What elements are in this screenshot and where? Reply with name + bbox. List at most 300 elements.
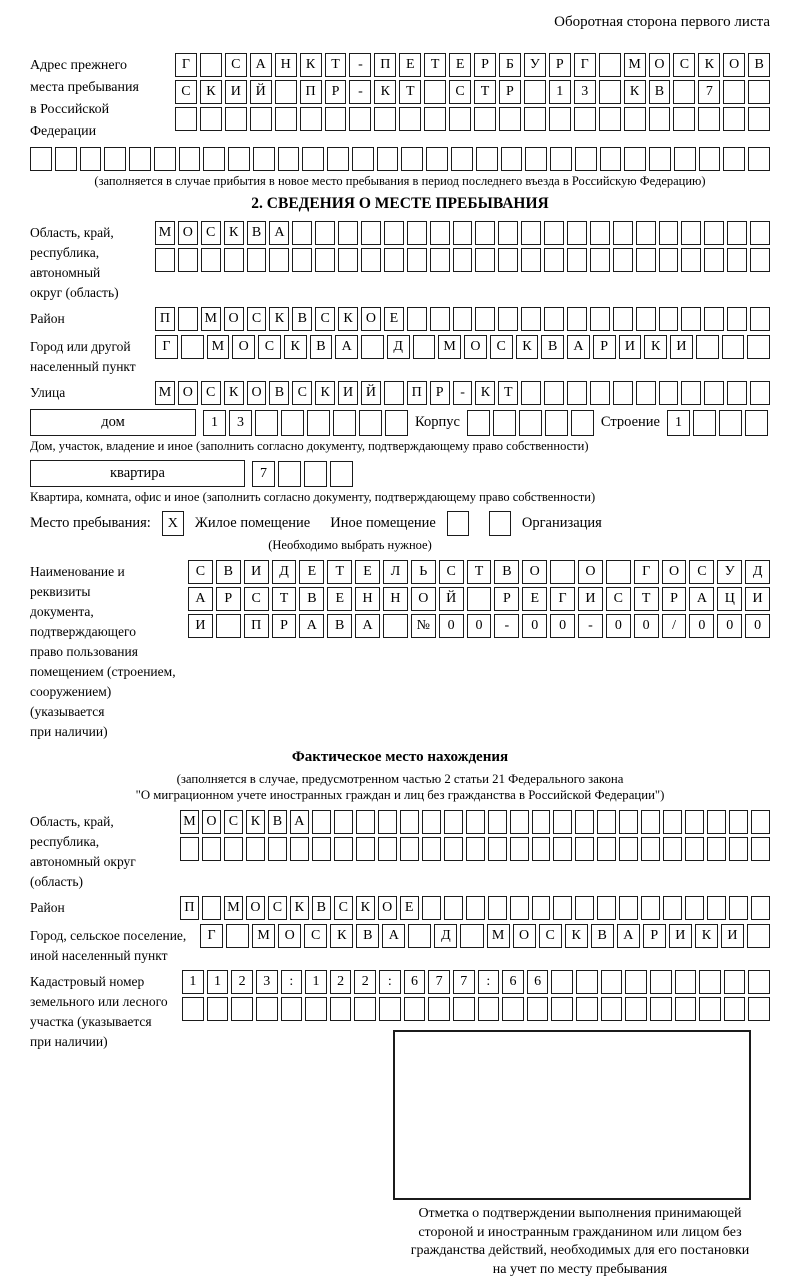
- char-box: [488, 810, 507, 834]
- char-box: К: [338, 307, 358, 331]
- char-box: [624, 107, 646, 131]
- mesto-note: (Необходимо выбрать нужное): [268, 538, 432, 552]
- char-box: С: [258, 335, 281, 359]
- char-box: [80, 147, 102, 171]
- char-box: С: [490, 335, 513, 359]
- char-box: [675, 970, 697, 994]
- char-box: [659, 307, 679, 331]
- char-box: [247, 248, 267, 272]
- char-box: 3: [229, 410, 252, 436]
- char-box: [422, 896, 441, 920]
- char-box: [407, 307, 427, 331]
- char-box: [333, 410, 356, 436]
- char-box: [751, 896, 770, 920]
- char-box: [625, 997, 647, 1021]
- char-box: [636, 381, 656, 405]
- char-box: О: [464, 335, 487, 359]
- fact-title: Фактическое место нахождения: [291, 749, 509, 765]
- char-box: :: [379, 970, 401, 994]
- char-box: С: [225, 53, 247, 77]
- char-box: И: [745, 587, 770, 611]
- char-box: В: [268, 810, 287, 834]
- char-box: [377, 147, 399, 171]
- char-box: [55, 147, 77, 171]
- char-box: [488, 896, 507, 920]
- char-box: Й: [250, 80, 272, 104]
- char-box: [729, 837, 748, 861]
- kadastr-row-2: [182, 997, 770, 1021]
- char-box: Г: [155, 335, 178, 359]
- char-box: 1: [207, 970, 229, 994]
- char-box: А: [355, 614, 380, 638]
- char-box: [203, 147, 225, 171]
- char-box: Е: [449, 53, 471, 77]
- char-box: И: [188, 614, 213, 638]
- mesto-option-org: [489, 511, 602, 536]
- char-box: [475, 221, 495, 245]
- char-box: [685, 896, 704, 920]
- char-box: [751, 810, 770, 834]
- char-box: М: [487, 924, 510, 948]
- char-box: /: [662, 614, 687, 638]
- char-box: [600, 147, 622, 171]
- dom-number-cells: [203, 410, 408, 436]
- char-box: [699, 997, 721, 1021]
- char-box: А: [290, 810, 309, 834]
- char-box: О: [723, 53, 745, 77]
- char-box: [384, 381, 404, 405]
- char-box: [281, 410, 304, 436]
- char-box: [532, 837, 551, 861]
- char-box: А: [299, 614, 324, 638]
- char-box: [707, 896, 726, 920]
- char-box: [597, 810, 616, 834]
- char-box: [675, 997, 697, 1021]
- char-box: М: [624, 53, 646, 77]
- char-box: [226, 924, 249, 948]
- char-box: Р: [325, 80, 347, 104]
- char-box: [430, 248, 450, 272]
- char-box: [175, 107, 197, 131]
- fact-raion-row: [180, 896, 770, 920]
- char-box: [408, 924, 431, 948]
- char-box: [330, 461, 353, 487]
- char-box: [641, 896, 660, 920]
- char-box: [501, 147, 523, 171]
- char-box: 7: [453, 970, 475, 994]
- char-box: 1: [667, 410, 690, 436]
- char-box: [460, 924, 483, 948]
- char-box: К: [565, 924, 588, 948]
- char-box: С: [449, 80, 471, 104]
- char-box: В: [748, 53, 770, 77]
- char-box: 0: [745, 614, 770, 638]
- char-box: [178, 248, 198, 272]
- char-box: [224, 248, 244, 272]
- char-box: К: [644, 335, 667, 359]
- document-row-3: [188, 614, 770, 638]
- char-box: А: [269, 221, 289, 245]
- char-box: С: [689, 560, 714, 584]
- char-box: К: [475, 381, 495, 405]
- char-box: [428, 997, 450, 1021]
- char-box: [636, 307, 656, 331]
- fact-oblast-row-1: [180, 810, 770, 834]
- char-box: Р: [549, 53, 571, 77]
- dom-note: Дом, участок, владение и иное (заполнить согласно документу, подтверждающему право собственности): [30, 439, 589, 453]
- char-box: [681, 221, 701, 245]
- char-box: [228, 147, 250, 171]
- char-box: С: [334, 896, 353, 920]
- char-box: [430, 307, 450, 331]
- char-box: [359, 410, 382, 436]
- char-box: [453, 221, 473, 245]
- char-box: Е: [400, 896, 419, 920]
- char-box: [467, 410, 490, 436]
- fact-gorod-field: [30, 924, 770, 966]
- char-box: Р: [593, 335, 616, 359]
- char-box: №: [411, 614, 436, 638]
- char-box: [201, 248, 221, 272]
- char-box: В: [310, 335, 333, 359]
- char-box: К: [516, 335, 539, 359]
- char-box: М: [155, 221, 175, 245]
- char-box: [685, 837, 704, 861]
- char-box: [519, 410, 542, 436]
- char-box: Т: [399, 80, 421, 104]
- char-box: М: [252, 924, 275, 948]
- char-box: К: [246, 810, 265, 834]
- char-box: Г: [634, 560, 659, 584]
- char-box: [525, 147, 547, 171]
- char-box: [567, 307, 587, 331]
- char-box: С: [315, 307, 335, 331]
- char-box: :: [281, 970, 303, 994]
- fact-notes: (заполняется в случае, предусмотренном частью 2 статьи 21 Федерального закона "О миграционном учете иностранных граждан и лиц без гражданства в Российской Федерации"): [135, 772, 665, 802]
- char-box: [524, 80, 546, 104]
- char-box: Т: [474, 80, 496, 104]
- char-box: [693, 410, 716, 436]
- char-box: 0: [522, 614, 547, 638]
- char-box: А: [617, 924, 640, 948]
- char-box: [488, 837, 507, 861]
- char-box: [325, 107, 347, 131]
- char-box: [498, 221, 518, 245]
- char-box: [510, 896, 529, 920]
- char-box: [216, 614, 241, 638]
- char-box: В: [591, 924, 614, 948]
- gorod-field: [30, 335, 770, 377]
- char-box: 2: [354, 970, 376, 994]
- char-box: О: [649, 53, 671, 77]
- char-box: [553, 810, 572, 834]
- char-box: [453, 248, 473, 272]
- char-box: [699, 147, 721, 171]
- char-box: Ь: [411, 560, 436, 584]
- char-box: Р: [494, 587, 519, 611]
- char-box: [748, 997, 770, 1021]
- page-side-note: Оборотная сторона первого листа: [554, 14, 770, 30]
- char-box: К: [224, 381, 244, 405]
- char-box: [493, 410, 516, 436]
- raion-field: [30, 307, 770, 331]
- char-box: Р: [272, 614, 297, 638]
- char-box: [224, 837, 243, 861]
- char-box: К: [698, 53, 720, 77]
- char-box: [619, 837, 638, 861]
- char-box: С: [188, 560, 213, 584]
- char-box: О: [278, 924, 301, 948]
- char-box: 2: [231, 970, 253, 994]
- fact-oblast-label: Область, край, республика, автономный округ (область): [30, 814, 136, 889]
- char-box: Ц: [717, 587, 742, 611]
- char-box: [231, 997, 253, 1021]
- char-box: [498, 248, 518, 272]
- org-label: Организация: [521, 515, 602, 531]
- char-box: [750, 307, 770, 331]
- char-box: [599, 80, 621, 104]
- char-box: [750, 381, 770, 405]
- char-box: С: [539, 924, 562, 948]
- char-box: [748, 80, 770, 104]
- char-box: Т: [424, 53, 446, 77]
- oblast-row-1: [155, 221, 770, 245]
- char-box: -: [578, 614, 603, 638]
- char-box: М: [180, 810, 199, 834]
- char-box: [200, 107, 222, 131]
- char-box: [453, 997, 475, 1021]
- char-box: [290, 837, 309, 861]
- char-box: П: [180, 896, 199, 920]
- char-box: [590, 248, 610, 272]
- char-box: [474, 107, 496, 131]
- char-box: [253, 147, 275, 171]
- char-box: М: [224, 896, 243, 920]
- char-box: 1: [203, 410, 226, 436]
- inoe-checkbox: [447, 511, 469, 536]
- char-box: О: [246, 896, 265, 920]
- char-box: П: [300, 80, 322, 104]
- char-box: [292, 221, 312, 245]
- char-box: В: [649, 80, 671, 104]
- char-box: [207, 997, 229, 1021]
- char-box: [663, 837, 682, 861]
- char-box: Г: [574, 53, 596, 77]
- char-box: К: [284, 335, 307, 359]
- char-box: 7: [698, 80, 720, 104]
- prev-address-field: [30, 53, 770, 143]
- char-box: С: [247, 307, 267, 331]
- char-box: [510, 810, 529, 834]
- char-box: [424, 80, 446, 104]
- char-box: В: [247, 221, 267, 245]
- char-box: [281, 997, 303, 1021]
- char-box: Й: [361, 381, 381, 405]
- document-field: [30, 560, 770, 742]
- char-box: [532, 896, 551, 920]
- char-box: С: [439, 560, 464, 584]
- char-box: [521, 221, 541, 245]
- char-box: [300, 107, 322, 131]
- char-box: 0: [689, 614, 714, 638]
- char-box: [575, 810, 594, 834]
- char-box: О: [178, 381, 198, 405]
- char-box: [384, 248, 404, 272]
- prev-address-row-1: [175, 53, 770, 77]
- char-box: [551, 970, 573, 994]
- kadastr-row-1: [182, 970, 770, 994]
- char-box: К: [300, 53, 322, 77]
- char-box: К: [330, 924, 353, 948]
- char-box: [154, 147, 176, 171]
- char-box: [422, 810, 441, 834]
- char-box: [551, 997, 573, 1021]
- char-box: П: [407, 381, 427, 405]
- char-box: [625, 970, 647, 994]
- char-box: 2: [330, 970, 352, 994]
- char-box: [545, 410, 568, 436]
- char-box: У: [717, 560, 742, 584]
- char-box: 0: [467, 614, 492, 638]
- char-box: Р: [216, 587, 241, 611]
- char-box: [748, 147, 770, 171]
- char-box: [659, 221, 679, 245]
- char-box: [155, 248, 175, 272]
- char-box: [330, 997, 352, 1021]
- gorod-row: [155, 335, 770, 359]
- char-box: 0: [717, 614, 742, 638]
- char-box: [361, 335, 384, 359]
- char-box: [636, 221, 656, 245]
- char-box: [549, 107, 571, 131]
- char-box: [707, 810, 726, 834]
- char-box: [524, 107, 546, 131]
- stroenie-label: Строение: [600, 414, 660, 430]
- char-box: М: [201, 307, 221, 331]
- fact-oblast-cells: [180, 810, 770, 861]
- char-box: [354, 997, 376, 1021]
- char-box: О: [361, 307, 381, 331]
- char-box: Р: [643, 924, 666, 948]
- char-box: [379, 997, 401, 1021]
- fact-gorod-row: [200, 924, 770, 948]
- char-box: 0: [550, 614, 575, 638]
- char-box: Г: [175, 53, 197, 77]
- char-box: [521, 307, 541, 331]
- char-box: [338, 221, 358, 245]
- char-box: [275, 80, 297, 104]
- char-box: Т: [634, 587, 659, 611]
- char-box: Т: [467, 560, 492, 584]
- char-box: О: [378, 896, 397, 920]
- char-box: [527, 997, 549, 1021]
- char-box: [444, 837, 463, 861]
- mesto-label: Место пребывания:: [30, 515, 151, 531]
- char-box: [685, 810, 704, 834]
- char-box: О: [662, 560, 687, 584]
- char-box: [663, 810, 682, 834]
- char-box: В: [356, 924, 379, 948]
- char-box: [544, 381, 564, 405]
- char-box: Д: [272, 560, 297, 584]
- char-box: [255, 410, 278, 436]
- char-box: [576, 997, 598, 1021]
- char-box: [399, 107, 421, 131]
- char-box: 3: [256, 970, 278, 994]
- org-checkbox: [489, 511, 511, 536]
- char-box: [590, 307, 610, 331]
- char-box: 7: [252, 461, 275, 487]
- char-box: У: [524, 53, 546, 77]
- fact-oblast-field: [30, 810, 770, 892]
- char-box: [278, 147, 300, 171]
- char-box: [723, 107, 745, 131]
- char-box: В: [216, 560, 241, 584]
- char-box: [659, 248, 679, 272]
- char-box: О: [202, 810, 221, 834]
- char-box: С: [201, 381, 221, 405]
- char-box: [532, 810, 551, 834]
- char-box: [729, 896, 748, 920]
- char-box: В: [312, 896, 331, 920]
- char-box: [748, 970, 770, 994]
- fact-raion-label: Район: [30, 900, 65, 915]
- char-box: [475, 307, 495, 331]
- char-box: [292, 248, 312, 272]
- char-box: Р: [499, 80, 521, 104]
- char-box: 7: [428, 970, 450, 994]
- char-box: В: [541, 335, 564, 359]
- char-box: Д: [434, 924, 457, 948]
- char-box: -: [453, 381, 473, 405]
- char-box: [641, 810, 660, 834]
- char-box: [422, 837, 441, 861]
- char-box: Й: [439, 587, 464, 611]
- char-box: [553, 837, 572, 861]
- char-box: О: [232, 335, 255, 359]
- char-box: [275, 107, 297, 131]
- char-box: [553, 896, 572, 920]
- char-box: О: [578, 560, 603, 584]
- char-box: [575, 837, 594, 861]
- char-box: Е: [327, 587, 352, 611]
- char-box: [641, 837, 660, 861]
- char-box: [129, 147, 151, 171]
- char-box: [590, 221, 610, 245]
- char-box: [696, 335, 719, 359]
- char-box: О: [513, 924, 536, 948]
- char-box: В: [292, 307, 312, 331]
- char-box: Р: [662, 587, 687, 611]
- char-box: О: [178, 221, 198, 245]
- char-box: [467, 587, 492, 611]
- char-box: [476, 147, 498, 171]
- char-box: 1: [549, 80, 571, 104]
- char-box: [451, 147, 473, 171]
- document-label: Наименование и реквизиты документа, подтверждающего право пользования помещением (строением, сооружением) (указывается при наличии): [30, 564, 176, 739]
- char-box: [722, 335, 745, 359]
- char-box: [466, 810, 485, 834]
- char-box: [751, 837, 770, 861]
- char-box: С: [304, 924, 327, 948]
- char-box: [704, 381, 724, 405]
- char-box: [307, 410, 330, 436]
- char-box: [550, 560, 575, 584]
- kvartira-type-box: квартира: [30, 460, 245, 487]
- raion-label: Район: [30, 311, 65, 326]
- prev-address-row-3: [175, 107, 770, 131]
- char-box: [256, 997, 278, 1021]
